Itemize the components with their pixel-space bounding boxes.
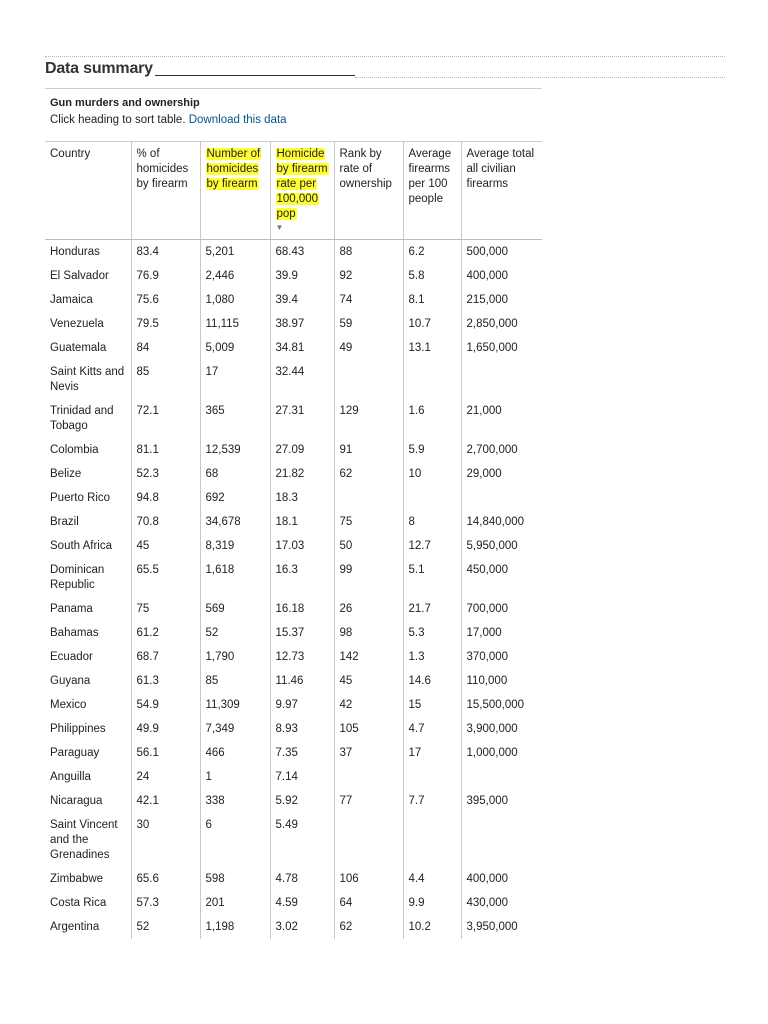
cell-homicide-rate-per-100k: 4.78 <box>270 867 334 891</box>
cell-country: Venezuela <box>45 312 131 336</box>
cell-average-total-civilian-firearms: 15,500,000 <box>466 699 525 711</box>
cell-homicide-rate-per-100k: 16.3 <box>270 558 334 597</box>
cell-number-homicides-by-firearm: 17 <box>200 360 270 399</box>
cell-homicide-rate-per-100k: 4.59 <box>270 891 334 915</box>
cell-average-firearms-per-100 <box>403 813 461 867</box>
table-row <box>45 534 542 558</box>
table-title: Gun murders and ownership <box>50 97 200 109</box>
table-row <box>45 693 542 717</box>
cell-country: Mexico <box>45 693 131 717</box>
cell-homicide-rate-per-100k: 18.1 <box>270 510 334 534</box>
cell-number-homicides-by-firearm: 5,201 <box>200 240 270 265</box>
table-row <box>45 486 542 510</box>
cell-percent-homicides-by-firearm: 83.4 <box>131 240 200 265</box>
cell-percent-homicides-by-firearm: 85 <box>131 360 200 399</box>
column-header-average-total-civilian-firearms[interactable] <box>461 142 542 240</box>
cell-number-homicides-by-firearm: 11,309 <box>200 693 270 717</box>
cell-country: Dominican Republic <box>45 558 131 597</box>
table-row <box>45 669 542 693</box>
cell-percent-homicides-by-firearm: 84 <box>131 336 200 360</box>
cell-percent-homicides-by-firearm: 75 <box>131 597 200 621</box>
cell-country: South Africa <box>45 534 131 558</box>
cell-percent-homicides-by-firearm: 72.1 <box>131 399 200 438</box>
table-row <box>45 438 542 462</box>
cell-number-homicides-by-firearm: 1,198 <box>200 915 270 939</box>
cell-average-firearms-per-100: 5.3 <box>403 621 461 645</box>
cell-country: Paraguay <box>45 741 131 765</box>
title-dotted-rule <box>355 77 725 78</box>
cell-average-total-civilian-firearms: 400,000 <box>466 270 509 282</box>
section-divider <box>45 88 542 89</box>
cell-homicide-rate-per-100k: 7.14 <box>270 765 334 789</box>
cell-average-firearms-per-100: 10.7 <box>403 312 461 336</box>
cell-rank-by-ownership <box>334 486 403 510</box>
cell-average-total-civilian-firearms <box>461 765 542 789</box>
cell-number-homicides-by-firearm: 569 <box>200 597 270 621</box>
cell-average-firearms-per-100: 8.1 <box>403 288 461 312</box>
table-row <box>45 645 542 669</box>
cell-average-total-civilian-firearms: 400,000 <box>466 873 509 885</box>
column-header-label: Average total all civilian firearms <box>466 148 535 190</box>
cell-average-total-civilian-firearms: 21,000 <box>466 405 502 417</box>
top-divider <box>45 56 725 57</box>
cell-percent-homicides-by-firearm: 65.6 <box>131 867 200 891</box>
cell-homicide-rate-per-100k: 11.46 <box>270 669 334 693</box>
cell-average-firearms-per-100: 10 <box>403 462 461 486</box>
cell-number-homicides-by-firearm: 466 <box>200 741 270 765</box>
cell-number-homicides-by-firearm: 5,009 <box>200 336 270 360</box>
cell-homicide-rate-per-100k: 12.73 <box>270 645 334 669</box>
cell-country: Saint Vincent and the Grenadines <box>45 813 131 867</box>
cell-number-homicides-by-firearm: 8,319 <box>200 534 270 558</box>
section-title: Data summary <box>45 60 153 77</box>
cell-average-total-civilian-firearms: 430,000 <box>466 897 509 909</box>
cell-average-total-civilian-firearms: 29,000 <box>466 468 502 480</box>
cell-number-homicides-by-firearm: 201 <box>200 891 270 915</box>
cell-country: Panama <box>45 597 131 621</box>
table-row <box>45 765 542 789</box>
column-header-number-homicides-by-firearm[interactable] <box>200 142 270 240</box>
cell-country: Ecuador <box>45 645 131 669</box>
cell-country: Zimbabwe <box>45 867 131 891</box>
cell-country: Philippines <box>45 717 131 741</box>
column-header-label: Homicide by firearm rate per 100,000 pop <box>276 148 328 220</box>
cell-average-total-civilian-firearms: 395,000 <box>466 795 509 807</box>
cell-average-total-civilian-firearms <box>461 813 542 867</box>
cell-number-homicides-by-firearm: 1,080 <box>200 288 270 312</box>
cell-rank-by-ownership: 98 <box>334 621 403 645</box>
cell-percent-homicides-by-firearm: 75.6 <box>131 288 200 312</box>
sort-descending-icon: ▼ <box>275 223 284 232</box>
table-row <box>45 891 542 915</box>
cell-number-homicides-by-firearm: 52 <box>200 621 270 645</box>
cell-average-total-civilian-firearms: 14,840,000 <box>466 516 525 528</box>
cell-average-firearms-per-100: 5.8 <box>403 264 461 288</box>
cell-homicide-rate-per-100k: 5.92 <box>270 789 334 813</box>
cell-number-homicides-by-firearm: 1 <box>200 765 270 789</box>
cell-rank-by-ownership: 92 <box>334 264 403 288</box>
cell-average-total-civilian-firearms: 1,000,000 <box>466 747 518 759</box>
cell-rank-by-ownership: 26 <box>334 597 403 621</box>
column-header-label: % of homicides by firearm <box>136 148 189 190</box>
cell-average-firearms-per-100: 1.6 <box>403 399 461 438</box>
cell-homicide-rate-per-100k: 17.03 <box>270 534 334 558</box>
cell-number-homicides-by-firearm: 1,790 <box>200 645 270 669</box>
cell-average-total-civilian-firearms: 5,950,000 <box>466 540 518 552</box>
cell-rank-by-ownership: 42 <box>334 693 403 717</box>
table-row <box>45 597 542 621</box>
cell-homicide-rate-per-100k: 27.31 <box>270 399 334 438</box>
column-header-homicide-rate-per-100k[interactable] <box>270 142 334 240</box>
cell-country: Jamaica <box>45 288 131 312</box>
cell-rank-by-ownership: 105 <box>334 717 403 741</box>
cell-rank-by-ownership <box>334 813 403 867</box>
cell-percent-homicides-by-firearm: 45 <box>131 534 200 558</box>
cell-number-homicides-by-firearm: 11,115 <box>200 312 270 336</box>
cell-percent-homicides-by-firearm: 79.5 <box>131 312 200 336</box>
cell-country: Brazil <box>45 510 131 534</box>
cell-homicide-rate-per-100k: 68.43 <box>270 240 334 265</box>
cell-rank-by-ownership <box>334 765 403 789</box>
cell-average-firearms-per-100: 12.7 <box>403 534 461 558</box>
cell-country: Bahamas <box>45 621 131 645</box>
cell-percent-homicides-by-firearm: 94.8 <box>131 486 200 510</box>
cell-rank-by-ownership: 49 <box>334 336 403 360</box>
cell-average-firearms-per-100: 13.1 <box>403 336 461 360</box>
cell-homicide-rate-per-100k: 7.35 <box>270 741 334 765</box>
title-underline <box>155 75 355 76</box>
download-data-link[interactable]: Download this data <box>188 114 287 126</box>
table-row <box>45 462 542 486</box>
sort-instructions: Click heading to sort table. <box>50 114 186 126</box>
cell-number-homicides-by-firearm: 68 <box>200 462 270 486</box>
cell-country: Trinidad and Tobago <box>45 399 131 438</box>
cell-average-firearms-per-100: 14.6 <box>403 669 461 693</box>
cell-average-firearms-per-100: 5.1 <box>403 558 461 597</box>
cell-number-homicides-by-firearm: 34,678 <box>200 510 270 534</box>
cell-country: El Salvador <box>45 264 131 288</box>
cell-rank-by-ownership: 62 <box>334 915 403 939</box>
table-row <box>45 558 542 597</box>
cell-percent-homicides-by-firearm: 49.9 <box>131 717 200 741</box>
cell-rank-by-ownership: 99 <box>334 558 403 597</box>
cell-percent-homicides-by-firearm: 54.9 <box>131 693 200 717</box>
cell-rank-by-ownership: 106 <box>334 867 403 891</box>
cell-percent-homicides-by-firearm: 42.1 <box>131 789 200 813</box>
cell-rank-by-ownership: 62 <box>334 462 403 486</box>
table-row <box>45 264 542 288</box>
cell-percent-homicides-by-firearm: 65.5 <box>131 558 200 597</box>
cell-country: Nicaragua <box>45 789 131 813</box>
cell-number-homicides-by-firearm: 12,539 <box>200 438 270 462</box>
cell-percent-homicides-by-firearm: 52 <box>131 915 200 939</box>
column-header-average-firearms-per-100[interactable] <box>403 142 461 240</box>
cell-country: Honduras <box>45 240 131 265</box>
cell-country: Guyana <box>45 669 131 693</box>
cell-homicide-rate-per-100k: 9.97 <box>270 693 334 717</box>
table-row <box>45 813 542 867</box>
cell-average-total-civilian-firearms: 17,000 <box>466 627 502 639</box>
cell-average-firearms-per-100 <box>403 765 461 789</box>
table-row <box>45 789 542 813</box>
cell-homicide-rate-per-100k: 32.44 <box>270 360 334 399</box>
table-row <box>45 717 542 741</box>
cell-average-total-civilian-firearms: 110,000 <box>466 675 508 687</box>
cell-average-total-civilian-firearms: 3,950,000 <box>466 921 518 933</box>
cell-number-homicides-by-firearm: 2,446 <box>200 264 270 288</box>
cell-rank-by-ownership: 74 <box>334 288 403 312</box>
cell-country: Colombia <box>45 438 131 462</box>
column-header-label: Average firearms per 100 people <box>408 148 452 205</box>
table-row <box>45 915 542 939</box>
cell-average-firearms-per-100: 4.4 <box>403 867 461 891</box>
cell-rank-by-ownership: 88 <box>334 240 403 265</box>
cell-average-firearms-per-100: 17 <box>403 741 461 765</box>
column-header-rank-by-ownership[interactable] <box>334 142 403 240</box>
cell-country: Argentina <box>45 915 131 939</box>
cell-average-firearms-per-100 <box>403 486 461 510</box>
cell-percent-homicides-by-firearm: 24 <box>131 765 200 789</box>
cell-number-homicides-by-firearm: 338 <box>200 789 270 813</box>
cell-average-firearms-per-100: 6.2 <box>403 240 461 265</box>
cell-number-homicides-by-firearm: 365 <box>200 399 270 438</box>
cell-country: Guatemala <box>45 336 131 360</box>
cell-average-total-civilian-firearms: 2,850,000 <box>466 318 518 330</box>
table-row <box>45 741 542 765</box>
cell-country: Anguilla <box>45 765 131 789</box>
cell-homicide-rate-per-100k: 3.02 <box>270 915 334 939</box>
cell-average-firearms-per-100: 7.7 <box>403 789 461 813</box>
cell-homicide-rate-per-100k: 39.9 <box>270 264 334 288</box>
cell-average-total-civilian-firearms: 450,000 <box>466 564 509 576</box>
cell-country: Costa Rica <box>45 891 131 915</box>
column-header-percent-homicides-by-firearm[interactable] <box>131 142 200 240</box>
table-row <box>45 510 542 534</box>
table-row <box>45 621 542 645</box>
cell-homicide-rate-per-100k: 15.37 <box>270 621 334 645</box>
cell-rank-by-ownership: 64 <box>334 891 403 915</box>
table-row <box>45 336 542 360</box>
cell-homicide-rate-per-100k: 8.93 <box>270 717 334 741</box>
column-header-label: Rank by rate of ownership <box>339 148 392 190</box>
cell-average-firearms-per-100 <box>403 360 461 399</box>
table-body <box>45 240 542 940</box>
section-header <box>45 60 725 80</box>
table-row <box>45 240 542 265</box>
cell-average-firearms-per-100: 10.2 <box>403 915 461 939</box>
cell-number-homicides-by-firearm: 1,618 <box>200 558 270 597</box>
cell-homicide-rate-per-100k: 5.49 <box>270 813 334 867</box>
cell-average-total-civilian-firearms: 1,650,000 <box>466 342 518 354</box>
cell-average-total-civilian-firearms <box>461 486 542 510</box>
cell-homicide-rate-per-100k: 38.97 <box>270 312 334 336</box>
cell-percent-homicides-by-firearm: 30 <box>131 813 200 867</box>
cell-rank-by-ownership: 77 <box>334 789 403 813</box>
cell-percent-homicides-by-firearm: 70.8 <box>131 510 200 534</box>
table-row <box>45 399 542 438</box>
cell-country: Puerto Rico <box>45 486 131 510</box>
cell-average-total-civilian-firearms: 500,000 <box>466 246 509 258</box>
cell-average-total-civilian-firearms: 3,900,000 <box>466 723 518 735</box>
cell-percent-homicides-by-firearm: 57.3 <box>131 891 200 915</box>
cell-rank-by-ownership: 59 <box>334 312 403 336</box>
cell-average-firearms-per-100: 8 <box>403 510 461 534</box>
cell-percent-homicides-by-firearm: 52.3 <box>131 462 200 486</box>
table-header-row <box>45 142 542 240</box>
cell-percent-homicides-by-firearm: 61.2 <box>131 621 200 645</box>
cell-rank-by-ownership: 142 <box>334 645 403 669</box>
cell-percent-homicides-by-firearm: 68.7 <box>131 645 200 669</box>
cell-homicide-rate-per-100k: 16.18 <box>270 597 334 621</box>
cell-homicide-rate-per-100k: 21.82 <box>270 462 334 486</box>
cell-homicide-rate-per-100k: 18.3 <box>270 486 334 510</box>
cell-rank-by-ownership: 129 <box>334 399 403 438</box>
cell-average-firearms-per-100: 15 <box>403 693 461 717</box>
cell-rank-by-ownership <box>334 360 403 399</box>
column-header-label: Country <box>50 148 91 160</box>
column-header-label: Number of homicides by firearm <box>206 148 261 190</box>
cell-rank-by-ownership: 50 <box>334 534 403 558</box>
table-row <box>45 288 542 312</box>
cell-average-total-civilian-firearms: 2,700,000 <box>466 444 518 456</box>
cell-average-total-civilian-firearms <box>461 360 542 399</box>
cell-average-firearms-per-100: 1.3 <box>403 645 461 669</box>
cell-homicide-rate-per-100k: 27.09 <box>270 438 334 462</box>
table-row <box>45 312 542 336</box>
cell-average-firearms-per-100: 21.7 <box>403 597 461 621</box>
cell-country: Belize <box>45 462 131 486</box>
cell-rank-by-ownership: 45 <box>334 669 403 693</box>
cell-percent-homicides-by-firearm: 56.1 <box>131 741 200 765</box>
cell-average-total-civilian-firearms: 370,000 <box>466 651 509 663</box>
table-row <box>45 867 542 891</box>
cell-percent-homicides-by-firearm: 76.9 <box>131 264 200 288</box>
cell-number-homicides-by-firearm: 7,349 <box>200 717 270 741</box>
cell-homicide-rate-per-100k: 39.4 <box>270 288 334 312</box>
cell-country: Saint Kitts and Nevis <box>45 360 131 399</box>
cell-number-homicides-by-firearm: 6 <box>200 813 270 867</box>
table-instructions <box>50 114 287 126</box>
cell-average-firearms-per-100: 4.7 <box>403 717 461 741</box>
cell-percent-homicides-by-firearm: 61.3 <box>131 669 200 693</box>
cell-average-total-civilian-firearms: 215,000 <box>466 294 509 306</box>
cell-rank-by-ownership: 75 <box>334 510 403 534</box>
cell-average-total-civilian-firearms: 700,000 <box>466 603 509 615</box>
cell-homicide-rate-per-100k: 34.81 <box>270 336 334 360</box>
cell-rank-by-ownership: 91 <box>334 438 403 462</box>
table-row <box>45 360 542 399</box>
cell-number-homicides-by-firearm: 692 <box>200 486 270 510</box>
cell-rank-by-ownership: 37 <box>334 741 403 765</box>
gun-murders-table <box>45 142 542 939</box>
cell-average-firearms-per-100: 5.9 <box>403 438 461 462</box>
cell-average-firearms-per-100: 9.9 <box>403 891 461 915</box>
cell-percent-homicides-by-firearm: 81.1 <box>131 438 200 462</box>
cell-number-homicides-by-firearm: 85 <box>200 669 270 693</box>
column-header-country[interactable] <box>45 142 131 240</box>
cell-number-homicides-by-firearm: 598 <box>200 867 270 891</box>
